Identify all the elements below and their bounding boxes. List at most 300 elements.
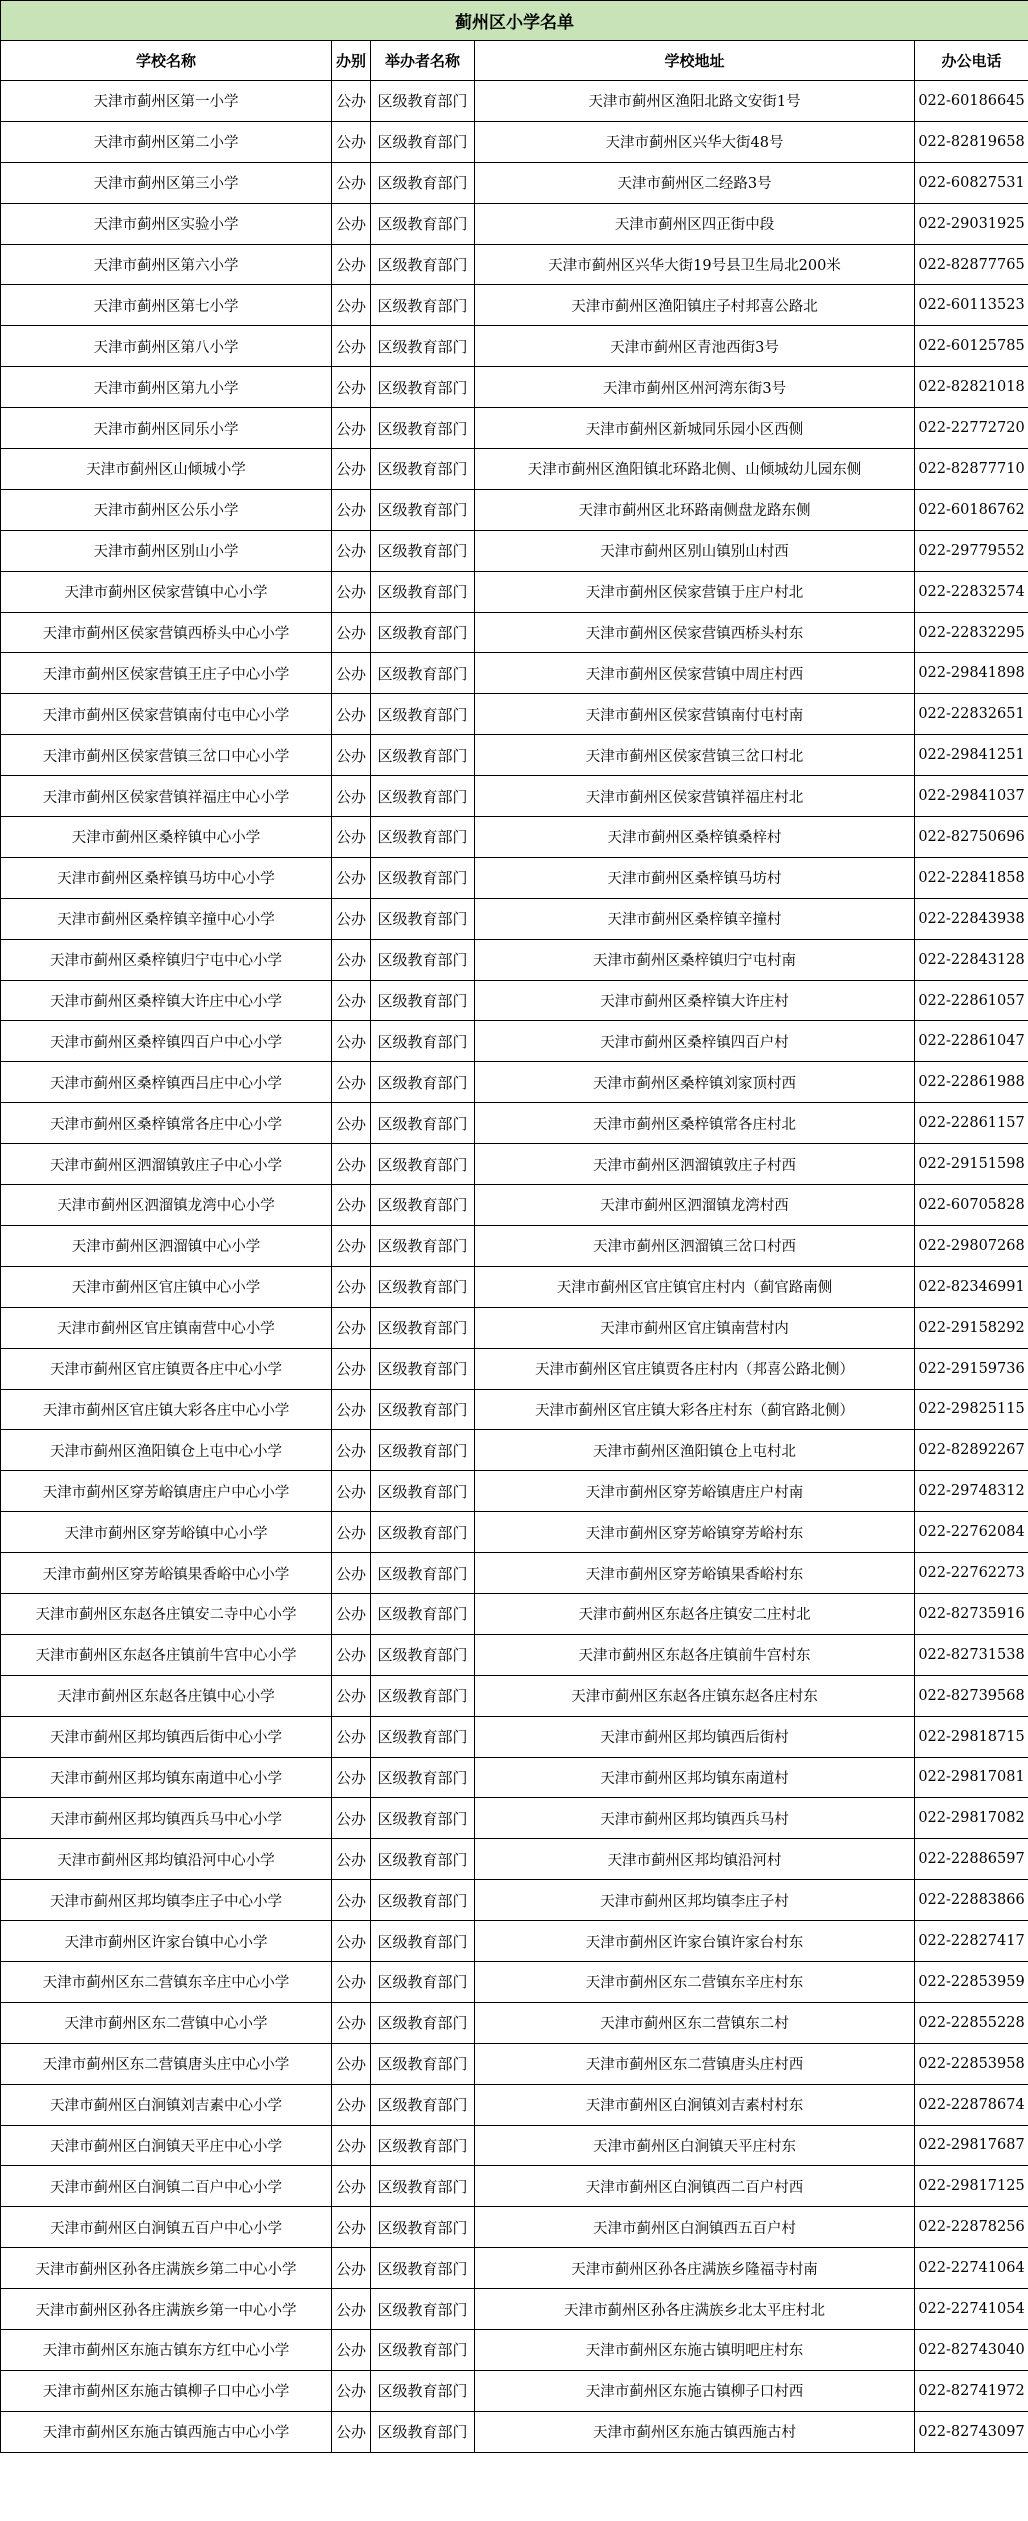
organizer-cell: 区级教育部门 <box>371 2207 475 2248</box>
address-cell: 天津市蓟州区州河湾东街3号 <box>475 367 915 408</box>
table-row <box>1 2002 1028 2043</box>
organizer-cell: 区级教育部门 <box>371 857 475 898</box>
header-school-name: 学校名称 <box>1 41 332 81</box>
address-cell: 天津市蓟州区官庄镇大彩各庄村东（蓟官路北侧） <box>475 1389 915 1430</box>
type-cell: 公办 <box>332 1757 371 1798</box>
address-cell: 天津市蓟州区东施古镇西施古村 <box>475 2411 915 2452</box>
organizer-cell: 区级教育部门 <box>371 1553 475 1594</box>
type-cell: 公办 <box>332 980 371 1021</box>
address-cell: 天津市蓟州区邦均镇沿河村 <box>475 1839 915 1880</box>
organizer-cell: 区级教育部门 <box>371 1757 475 1798</box>
address-cell: 天津市蓟州区邦均镇东南道村 <box>475 1757 915 1798</box>
table-row <box>1 1266 1028 1307</box>
table-row <box>1 203 1028 244</box>
organizer-cell: 区级教育部门 <box>371 2411 475 2452</box>
phone-cell: 022-22841858 <box>915 857 1028 898</box>
phone-cell: 022-82743040 <box>915 2329 1028 2370</box>
school-name-cell: 天津市蓟州区第七小学 <box>1 285 332 326</box>
address-cell: 天津市蓟州区邦均镇西兵马村 <box>475 1798 915 1839</box>
table-row <box>1 489 1028 530</box>
table-row <box>1 1185 1028 1226</box>
phone-cell: 022-29807268 <box>915 1225 1028 1266</box>
type-cell: 公办 <box>332 735 371 776</box>
organizer-cell: 区级教育部门 <box>371 694 475 735</box>
phone-cell: 022-29151598 <box>915 1144 1028 1185</box>
type-cell: 公办 <box>332 1430 371 1471</box>
school-name-cell: 天津市蓟州区别山小学 <box>1 530 332 571</box>
type-cell: 公办 <box>332 1348 371 1389</box>
type-cell: 公办 <box>332 653 371 694</box>
school-name-cell: 天津市蓟州区桑梓镇马坊中心小学 <box>1 857 332 898</box>
type-cell: 公办 <box>332 285 371 326</box>
table-row <box>1 980 1028 1021</box>
type-cell: 公办 <box>332 694 371 735</box>
type-cell: 公办 <box>332 1921 371 1962</box>
table-row <box>1 1716 1028 1757</box>
address-cell: 天津市蓟州区侯家营镇西桥头村东 <box>475 612 915 653</box>
phone-cell: 022-29779552 <box>915 530 1028 571</box>
phone-cell: 022-29841251 <box>915 735 1028 776</box>
type-cell: 公办 <box>332 2207 371 2248</box>
phone-cell: 022-60113523 <box>915 285 1028 326</box>
organizer-cell: 区级教育部门 <box>371 2084 475 2125</box>
table-row <box>1 857 1028 898</box>
table-row <box>1 1839 1028 1880</box>
address-cell: 天津市蓟州区桑梓镇马坊村 <box>475 857 915 898</box>
school-name-cell: 天津市蓟州区穿芳峪镇果香峪中心小学 <box>1 1553 332 1594</box>
organizer-cell: 区级教育部门 <box>371 1266 475 1307</box>
header-address: 学校地址 <box>475 41 915 81</box>
phone-cell: 022-22886597 <box>915 1839 1028 1880</box>
address-cell: 天津市蓟州区东赵各庄镇东赵各庄村东 <box>475 1675 915 1716</box>
address-cell: 天津市蓟州区侯家营镇于庄户村北 <box>475 571 915 612</box>
table-row <box>1 2329 1028 2370</box>
school-name-cell: 天津市蓟州区东施古镇东方红中心小学 <box>1 2329 332 2370</box>
organizer-cell: 区级教育部门 <box>371 1471 475 1512</box>
organizer-cell: 区级教育部门 <box>371 1225 475 1266</box>
header-row <box>1 41 1028 81</box>
address-cell: 天津市蓟州区渔阳镇仓上屯村北 <box>475 1430 915 1471</box>
school-name-cell: 天津市蓟州区穿芳峪镇唐庄户中心小学 <box>1 1471 332 1512</box>
type-cell: 公办 <box>332 121 371 162</box>
organizer-cell: 区级教育部门 <box>371 2043 475 2084</box>
school-name-cell: 天津市蓟州区东施古镇西施古中心小学 <box>1 2411 332 2452</box>
phone-cell: 022-22878674 <box>915 2084 1028 2125</box>
type-cell: 公办 <box>332 1266 371 1307</box>
table-row <box>1 2166 1028 2207</box>
school-name-cell: 天津市蓟州区桑梓镇中心小学 <box>1 817 332 858</box>
organizer-cell: 区级教育部门 <box>371 1716 475 1757</box>
phone-cell: 022-82892267 <box>915 1430 1028 1471</box>
organizer-cell: 区级教育部门 <box>371 2125 475 2166</box>
phone-cell: 022-22878256 <box>915 2207 1028 2248</box>
phone-cell: 022-29159736 <box>915 1348 1028 1389</box>
school-name-cell: 天津市蓟州区邦均镇西后街中心小学 <box>1 1716 332 1757</box>
school-name-cell: 天津市蓟州区桑梓镇大许庄中心小学 <box>1 980 332 1021</box>
type-cell: 公办 <box>332 244 371 285</box>
address-cell: 天津市蓟州区孙各庄满族乡隆福寺村南 <box>475 2248 915 2289</box>
organizer-cell: 区级教育部门 <box>371 980 475 1021</box>
type-cell: 公办 <box>332 1839 371 1880</box>
table-row <box>1 694 1028 735</box>
address-cell: 天津市蓟州区官庄镇官庄村内（蓟官路南侧 <box>475 1266 915 1307</box>
type-cell: 公办 <box>332 817 371 858</box>
header-phone: 办公电话 <box>915 41 1028 81</box>
phone-cell: 022-29817081 <box>915 1757 1028 1798</box>
phone-cell: 022-22741064 <box>915 2248 1028 2289</box>
organizer-cell: 区级教育部门 <box>371 1593 475 1634</box>
type-cell: 公办 <box>332 571 371 612</box>
organizer-cell: 区级教育部门 <box>371 1880 475 1921</box>
table-row <box>1 571 1028 612</box>
table-row <box>1 2043 1028 2084</box>
address-cell: 天津市蓟州区四正街中段 <box>475 203 915 244</box>
table-row <box>1 2370 1028 2411</box>
organizer-cell: 区级教育部门 <box>371 1634 475 1675</box>
table-row <box>1 1757 1028 1798</box>
table-row <box>1 1307 1028 1348</box>
school-name-cell: 天津市蓟州区东赵各庄镇中心小学 <box>1 1675 332 1716</box>
address-cell: 天津市蓟州区桑梓镇四百户村 <box>475 1021 915 1062</box>
phone-cell: 022-22853959 <box>915 1961 1028 2002</box>
organizer-cell: 区级教育部门 <box>371 1839 475 1880</box>
type-cell: 公办 <box>332 2166 371 2207</box>
table-row <box>1 2248 1028 2289</box>
address-cell: 天津市蓟州区东施古镇柳子口村西 <box>475 2370 915 2411</box>
school-name-cell: 天津市蓟州区东二营镇中心小学 <box>1 2002 332 2043</box>
organizer-cell: 区级教育部门 <box>371 2289 475 2330</box>
table-row <box>1 1144 1028 1185</box>
table-row <box>1 449 1028 490</box>
phone-cell: 022-60827531 <box>915 162 1028 203</box>
table-row <box>1 612 1028 653</box>
organizer-cell: 区级教育部门 <box>371 162 475 203</box>
school-name-cell: 天津市蓟州区侯家营镇南付屯中心小学 <box>1 694 332 735</box>
school-name-cell: 天津市蓟州区白涧镇刘吉素中心小学 <box>1 2084 332 2125</box>
school-name-cell: 天津市蓟州区邦均镇李庄子中心小学 <box>1 1880 332 1921</box>
table-row <box>1 939 1028 980</box>
type-cell: 公办 <box>332 2002 371 2043</box>
type-cell: 公办 <box>332 2329 371 2370</box>
school-name-cell: 天津市蓟州区孙各庄满族乡第一中心小学 <box>1 2289 332 2330</box>
address-cell: 天津市蓟州区官庄镇南营村内 <box>475 1307 915 1348</box>
type-cell: 公办 <box>332 408 371 449</box>
phone-cell: 022-29817125 <box>915 2166 1028 2207</box>
school-name-cell: 天津市蓟州区第八小学 <box>1 326 332 367</box>
table-row <box>1 162 1028 203</box>
table-row <box>1 1553 1028 1594</box>
table-row <box>1 1921 1028 1962</box>
school-name-cell: 天津市蓟州区泗溜镇敦庄子中心小学 <box>1 1144 332 1185</box>
type-cell: 公办 <box>332 81 371 122</box>
organizer-cell: 区级教育部门 <box>371 2002 475 2043</box>
organizer-cell: 区级教育部门 <box>371 1512 475 1553</box>
organizer-cell: 区级教育部门 <box>371 326 475 367</box>
title-row <box>1 1 1028 41</box>
table-row <box>1 1062 1028 1103</box>
school-name-cell: 天津市蓟州区东二营镇唐头庄中心小学 <box>1 2043 332 2084</box>
type-cell: 公办 <box>332 776 371 817</box>
organizer-cell: 区级教育部门 <box>371 2248 475 2289</box>
school-name-cell: 天津市蓟州区第九小学 <box>1 367 332 408</box>
school-name-cell: 天津市蓟州区许家台镇中心小学 <box>1 1921 332 1962</box>
phone-cell: 022-22883866 <box>915 1880 1028 1921</box>
phone-cell: 022-82735916 <box>915 1593 1028 1634</box>
phone-cell: 022-82739568 <box>915 1675 1028 1716</box>
table-row <box>1 1880 1028 1921</box>
organizer-cell: 区级教育部门 <box>371 203 475 244</box>
address-cell: 天津市蓟州区兴华大街19号县卫生局北200米 <box>475 244 915 285</box>
school-name-cell: 天津市蓟州区白涧镇二百户中心小学 <box>1 2166 332 2207</box>
phone-cell: 022-22741054 <box>915 2289 1028 2330</box>
type-cell: 公办 <box>332 2125 371 2166</box>
school-name-cell: 天津市蓟州区桑梓镇西吕庄中心小学 <box>1 1062 332 1103</box>
type-cell: 公办 <box>332 2043 371 2084</box>
school-name-cell: 天津市蓟州区第二小学 <box>1 121 332 162</box>
table-row <box>1 2207 1028 2248</box>
address-cell: 天津市蓟州区渔阳镇庄子村邦喜公路北 <box>475 285 915 326</box>
organizer-cell: 区级教育部门 <box>371 735 475 776</box>
phone-cell: 022-29841037 <box>915 776 1028 817</box>
table-row <box>1 2084 1028 2125</box>
phone-cell: 022-22772720 <box>915 408 1028 449</box>
table-row <box>1 244 1028 285</box>
phone-cell: 022-22861047 <box>915 1021 1028 1062</box>
organizer-cell: 区级教育部门 <box>371 449 475 490</box>
address-cell: 天津市蓟州区泗溜镇龙湾村西 <box>475 1185 915 1226</box>
table-row <box>1 776 1028 817</box>
school-name-cell: 天津市蓟州区侯家营镇中心小学 <box>1 571 332 612</box>
phone-cell: 022-22832295 <box>915 612 1028 653</box>
address-cell: 天津市蓟州区桑梓镇桑梓村 <box>475 817 915 858</box>
phone-cell: 022-22843938 <box>915 898 1028 939</box>
phone-cell: 022-29841898 <box>915 653 1028 694</box>
type-cell: 公办 <box>332 2084 371 2125</box>
organizer-cell: 区级教育部门 <box>371 571 475 612</box>
table-row <box>1 1961 1028 2002</box>
phone-cell: 022-22832574 <box>915 571 1028 612</box>
school-name-cell: 天津市蓟州区山倾城小学 <box>1 449 332 490</box>
organizer-cell: 区级教育部门 <box>371 1675 475 1716</box>
type-cell: 公办 <box>332 1021 371 1062</box>
type-cell: 公办 <box>332 939 371 980</box>
table-row <box>1 1471 1028 1512</box>
organizer-cell: 区级教育部门 <box>371 530 475 571</box>
phone-cell: 022-82741972 <box>915 2370 1028 2411</box>
school-name-cell: 天津市蓟州区东施古镇柳子口中心小学 <box>1 2370 332 2411</box>
phone-cell: 022-29748312 <box>915 1471 1028 1512</box>
organizer-cell: 区级教育部门 <box>371 1307 475 1348</box>
school-name-cell: 天津市蓟州区同乐小学 <box>1 408 332 449</box>
table-row <box>1 121 1028 162</box>
phone-cell: 022-29158292 <box>915 1307 1028 1348</box>
type-cell: 公办 <box>332 612 371 653</box>
organizer-cell: 区级教育部门 <box>371 1921 475 1962</box>
school-name-cell: 天津市蓟州区东二营镇东辛庄中心小学 <box>1 1961 332 2002</box>
phone-cell: 022-22855228 <box>915 2002 1028 2043</box>
phone-cell: 022-82877710 <box>915 449 1028 490</box>
school-name-cell: 天津市蓟州区侯家营镇王庄子中心小学 <box>1 653 332 694</box>
address-cell: 天津市蓟州区侯家营镇祥福庄村北 <box>475 776 915 817</box>
phone-cell: 022-22861988 <box>915 1062 1028 1103</box>
phone-cell: 022-82819658 <box>915 121 1028 162</box>
header-type: 办别 <box>332 41 371 81</box>
type-cell: 公办 <box>332 857 371 898</box>
organizer-cell: 区级教育部门 <box>371 1961 475 2002</box>
address-cell: 天津市蓟州区桑梓镇归宁屯村南 <box>475 939 915 980</box>
table-row <box>1 1348 1028 1389</box>
school-name-cell: 天津市蓟州区侯家营镇三岔口中心小学 <box>1 735 332 776</box>
table-body <box>1 81 1028 2453</box>
address-cell: 天津市蓟州区侯家营镇中周庄村西 <box>475 653 915 694</box>
phone-cell: 022-22762273 <box>915 1553 1028 1594</box>
table-row <box>1 2289 1028 2330</box>
school-name-cell: 天津市蓟州区孙各庄满族乡第二中心小学 <box>1 2248 332 2289</box>
phone-cell: 022-22853958 <box>915 2043 1028 2084</box>
school-name-cell: 天津市蓟州区桑梓镇辛撞中心小学 <box>1 898 332 939</box>
type-cell: 公办 <box>332 2248 371 2289</box>
type-cell: 公办 <box>332 1062 371 1103</box>
table-row <box>1 1103 1028 1144</box>
table-row <box>1 81 1028 122</box>
phone-cell: 022-29817687 <box>915 2125 1028 2166</box>
school-name-cell: 天津市蓟州区官庄镇南营中心小学 <box>1 1307 332 1348</box>
school-name-cell: 天津市蓟州区桑梓镇归宁屯中心小学 <box>1 939 332 980</box>
address-cell: 天津市蓟州区许家台镇许家台村东 <box>475 1921 915 1962</box>
table-row <box>1 285 1028 326</box>
type-cell: 公办 <box>332 898 371 939</box>
organizer-cell: 区级教育部门 <box>371 1185 475 1226</box>
type-cell: 公办 <box>332 1512 371 1553</box>
address-cell: 天津市蓟州区渔阳北路文安街1号 <box>475 81 915 122</box>
table-row <box>1 735 1028 776</box>
table-row <box>1 1593 1028 1634</box>
phone-cell: 022-22827417 <box>915 1921 1028 1962</box>
phone-cell: 022-22861157 <box>915 1103 1028 1144</box>
address-cell: 天津市蓟州区泗溜镇三岔口村西 <box>475 1225 915 1266</box>
school-name-cell: 天津市蓟州区泗溜镇中心小学 <box>1 1225 332 1266</box>
organizer-cell: 区级教育部门 <box>371 653 475 694</box>
phone-cell: 022-82731538 <box>915 1634 1028 1675</box>
school-name-cell: 天津市蓟州区侯家营镇西桥头中心小学 <box>1 612 332 653</box>
address-cell: 天津市蓟州区东二营镇东二村 <box>475 2002 915 2043</box>
table-row <box>1 1389 1028 1430</box>
type-cell: 公办 <box>332 1553 371 1594</box>
address-cell: 天津市蓟州区桑梓镇大许庄村 <box>475 980 915 1021</box>
address-cell: 天津市蓟州区东施古镇明吧庄村东 <box>475 2329 915 2370</box>
organizer-cell: 区级教育部门 <box>371 1144 475 1185</box>
type-cell: 公办 <box>332 449 371 490</box>
organizer-cell: 区级教育部门 <box>371 939 475 980</box>
school-name-cell: 天津市蓟州区官庄镇大彩各庄中心小学 <box>1 1389 332 1430</box>
address-cell: 天津市蓟州区桑梓镇常各庄村北 <box>475 1103 915 1144</box>
table-title: 蓟州区小学名单 <box>1 1 1028 41</box>
address-cell: 天津市蓟州区官庄镇贾各庄村内（邦喜公路北侧） <box>475 1348 915 1389</box>
address-cell: 天津市蓟州区东二营镇东辛庄村东 <box>475 1961 915 2002</box>
school-name-cell: 天津市蓟州区泗溜镇龙湾中心小学 <box>1 1185 332 1226</box>
school-name-cell: 天津市蓟州区官庄镇中心小学 <box>1 1266 332 1307</box>
type-cell: 公办 <box>332 1675 371 1716</box>
address-cell: 天津市蓟州区北环路南侧盘龙路东侧 <box>475 489 915 530</box>
school-name-cell: 天津市蓟州区桑梓镇常各庄中心小学 <box>1 1103 332 1144</box>
organizer-cell: 区级教育部门 <box>371 898 475 939</box>
school-name-cell: 天津市蓟州区第六小学 <box>1 244 332 285</box>
address-cell: 天津市蓟州区桑梓镇刘家顶村西 <box>475 1062 915 1103</box>
organizer-cell: 区级教育部门 <box>371 121 475 162</box>
school-name-cell: 天津市蓟州区东赵各庄镇前牛宫中心小学 <box>1 1634 332 1675</box>
address-cell: 天津市蓟州区渔阳镇北环路北侧、山倾城幼儿园东侧 <box>475 449 915 490</box>
type-cell: 公办 <box>332 1593 371 1634</box>
phone-cell: 022-82821018 <box>915 367 1028 408</box>
type-cell: 公办 <box>332 2411 371 2452</box>
organizer-cell: 区级教育部门 <box>371 489 475 530</box>
school-name-cell: 天津市蓟州区东赵各庄镇安二寺中心小学 <box>1 1593 332 1634</box>
phone-cell: 022-22832651 <box>915 694 1028 735</box>
school-name-cell: 天津市蓟州区渔阳镇仓上屯中心小学 <box>1 1430 332 1471</box>
phone-cell: 022-22843128 <box>915 939 1028 980</box>
table-row <box>1 2411 1028 2452</box>
phone-cell: 022-29031925 <box>915 203 1028 244</box>
address-cell: 天津市蓟州区别山镇别山村西 <box>475 530 915 571</box>
type-cell: 公办 <box>332 1144 371 1185</box>
type-cell: 公办 <box>332 203 371 244</box>
organizer-cell: 区级教育部门 <box>371 1430 475 1471</box>
type-cell: 公办 <box>332 1185 371 1226</box>
address-cell: 天津市蓟州区穿芳峪镇唐庄户村南 <box>475 1471 915 1512</box>
address-cell: 天津市蓟州区穿芳峪镇果香峪村东 <box>475 1553 915 1594</box>
organizer-cell: 区级教育部门 <box>371 81 475 122</box>
address-cell: 天津市蓟州区穿芳峪镇穿芳峪村东 <box>475 1512 915 1553</box>
organizer-cell: 区级教育部门 <box>371 1348 475 1389</box>
organizer-cell: 区级教育部门 <box>371 1798 475 1839</box>
organizer-cell: 区级教育部门 <box>371 244 475 285</box>
phone-cell: 022-22861057 <box>915 980 1028 1021</box>
address-cell: 天津市蓟州区东二营镇唐头庄村西 <box>475 2043 915 2084</box>
type-cell: 公办 <box>332 2370 371 2411</box>
school-name-cell: 天津市蓟州区实验小学 <box>1 203 332 244</box>
type-cell: 公办 <box>332 367 371 408</box>
type-cell: 公办 <box>332 1634 371 1675</box>
type-cell: 公办 <box>332 1225 371 1266</box>
type-cell: 公办 <box>332 162 371 203</box>
header-organizer: 举办者名称 <box>371 41 475 81</box>
table-row <box>1 1634 1028 1675</box>
table-row <box>1 898 1028 939</box>
address-cell: 天津市蓟州区白涧镇西五百户村 <box>475 2207 915 2248</box>
address-cell: 天津市蓟州区新城同乐园小区西侧 <box>475 408 915 449</box>
table-row <box>1 1512 1028 1553</box>
address-cell: 天津市蓟州区邦均镇李庄子村 <box>475 1880 915 1921</box>
table-row <box>1 530 1028 571</box>
type-cell: 公办 <box>332 1471 371 1512</box>
table-row <box>1 653 1028 694</box>
organizer-cell: 区级教育部门 <box>371 408 475 449</box>
school-name-cell: 天津市蓟州区邦均镇东南道中心小学 <box>1 1757 332 1798</box>
school-name-cell: 天津市蓟州区邦均镇西兵马中心小学 <box>1 1798 332 1839</box>
type-cell: 公办 <box>332 489 371 530</box>
organizer-cell: 区级教育部门 <box>371 1021 475 1062</box>
organizer-cell: 区级教育部门 <box>371 1389 475 1430</box>
phone-cell: 022-29817082 <box>915 1798 1028 1839</box>
address-cell: 天津市蓟州区东赵各庄镇安二庄村北 <box>475 1593 915 1634</box>
phone-cell: 022-82743097 <box>915 2411 1028 2452</box>
phone-cell: 022-82750696 <box>915 817 1028 858</box>
table-row <box>1 1798 1028 1839</box>
table-row <box>1 408 1028 449</box>
address-cell: 天津市蓟州区侯家营镇三岔口村北 <box>475 735 915 776</box>
address-cell: 天津市蓟州区侯家营镇南付屯村南 <box>475 694 915 735</box>
address-cell: 天津市蓟州区白涧镇西二百户村西 <box>475 2166 915 2207</box>
